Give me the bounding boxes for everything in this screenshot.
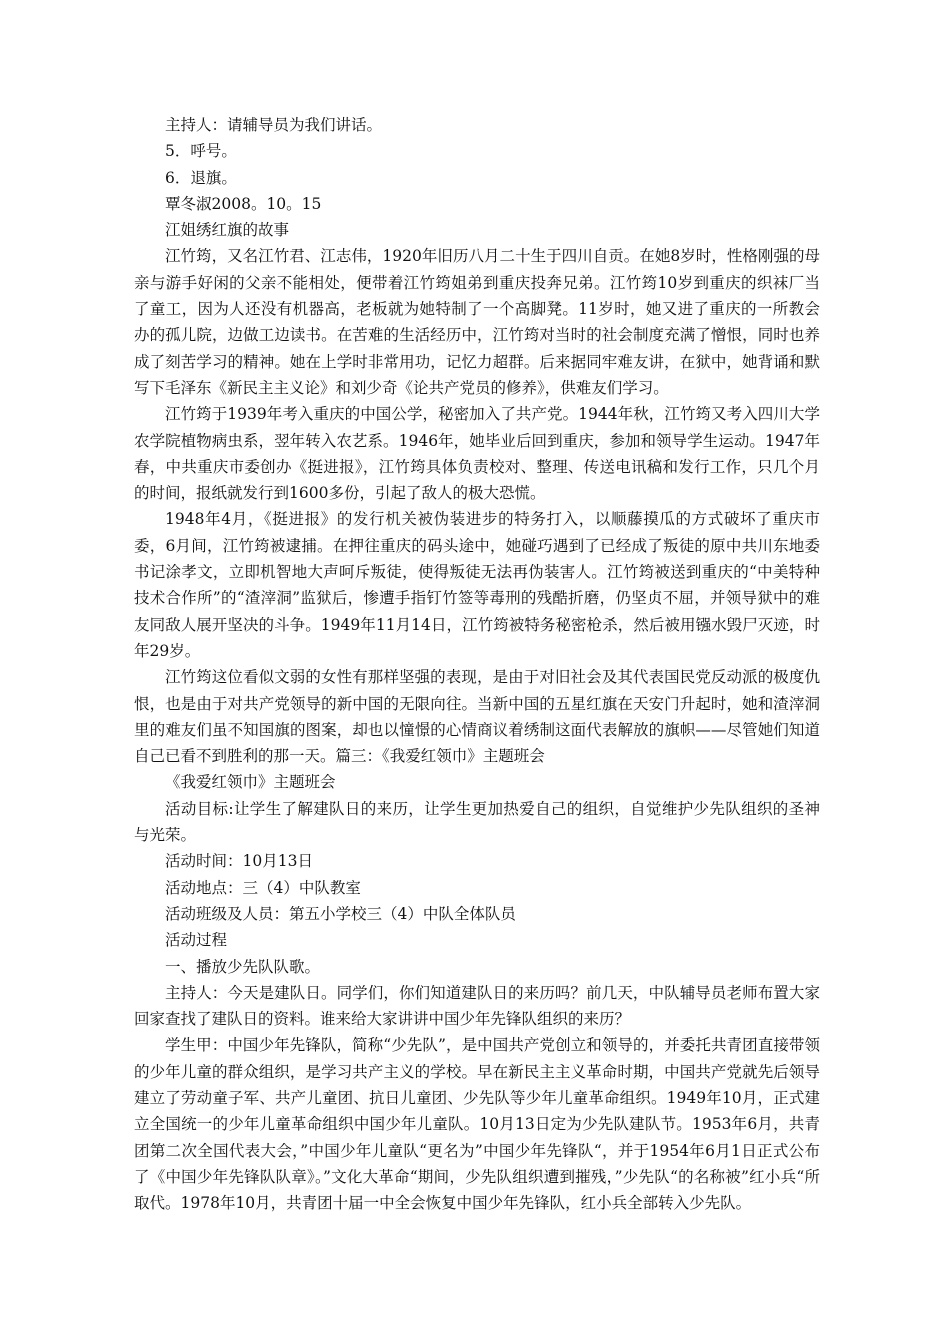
section-title: 《我爱红领巾》主题班会 bbox=[165, 773, 336, 792]
paragraph: 主持人：今天是建队日。同学们，你们知道建队日的来历吗？前几天，中队辅导员老师布置大家回家查找了建队日的资料。谁来给大家讲讲中国少年先锋队组织的来历？ bbox=[134, 983, 820, 1029]
paragraph: 江竹筠，又名江竹君、江志伟，1920年旧历八月二十生于四川自贡。在她8岁时，性格刚强的母亲与游手好闲的父亲不能相处，便带着江竹筠姐弟到重庆投奔兄弟。江竹筠10岁到重庆的织袜厂当了童工，因为人还没有机器高，老板就为她特制了一个高脚凳。11岁时，她又进了重庆的一所教会办的孤儿院，边做工边读书。在苦难的生活经历中，江竹筠对当时的社会制度充满了憎恨，同时也养成了刻苦学习的精神。她在上学时非常用功，记忆力超群。后来据同牢难友讲，在狱中，她背诵和默写下毛泽东《新民主主义论》和刘少奇《论共产党员的修养》，供难友们学习。 bbox=[134, 247, 820, 397]
paragraph: 覃冬淑2008。10。15 bbox=[165, 194, 322, 213]
paragraph: 江竹筠这位看似文弱的女性有那样坚强的表现，是由于对旧社会及其代表国民党反动派的极度仇恨，也是由于对共产党领导的新中国的无限向往。当新中国的五星红旗在天安门升起时，她和渣滓洞里的难友们虽不知国旗的图案，却也以憧憬的心情商议着绣制这面代表解放的旗帜——尽管她们知道自己已看不到胜利的那一天。篇三：《我爱红领巾》主题班会 bbox=[134, 668, 820, 766]
document-body bbox=[134, 112, 820, 1216]
story-title: 江姐绣红旗的故事 bbox=[165, 221, 290, 240]
paragraph: 活动地点：三（4）中队教室 bbox=[165, 878, 361, 897]
paragraph: 活动过程 bbox=[165, 931, 228, 950]
paragraph: 学生甲：中国少年先锋队，简称“少先队”，是中国共产党创立和领导的，并委托共青团直接带领的少年儿童的群众组织，是学习共产主义的学校。早在新民主主义革命时期，中国共产党就先后领导建立了劳动童子军、共产儿童团、抗日儿童团、少先队等少年儿童革命组织。1949年10月，正式建立全国统一的少年儿童革命组织中国少年儿童队。10月13日定为少先队建队节。1953年6月，共青团第二次全国代表大会，”中国少年儿童队“更名为”中国少年先锋队“，并于1954年6月1日正式公布了《中国少年先锋队队章》。”文化大革命“期间，少先队组织遭到摧残，”少先队“的名称被”红小兵“所取代。1978年10月，共青团十届一中全会恢复中国少年先锋队，红小兵全部转入少先队。 bbox=[134, 1036, 820, 1213]
paragraph: 主持人：请辅导员为我们讲话。 bbox=[165, 116, 383, 134]
paragraph: 江竹筠于1939年考入重庆的中国公学，秘密加入了共产党。1944年秋，江竹筠又考入四川大学农学院植物病虫系，翌年转入农艺系。1946年，她毕业后回到重庆，参加和领导学生运动。1947年春，中共重庆市委创办《挺进报》，江竹筠具体负责校对、整理、传送电讯稿和发行工作，只几个月的时间，报纸就发行到1600多份，引起了敌人的极大恐慌。 bbox=[134, 405, 820, 503]
paragraph: 活动班级及人员：第五小学校三（4）中队全体队员 bbox=[165, 904, 516, 923]
paragraph: 活动目标:让学生了解建队日的来历，让学生更加热爱自己的组织，自觉维护少先队组织的圣神与光荣。 bbox=[134, 799, 820, 845]
paragraph: 活动时间：10月13日 bbox=[165, 852, 313, 871]
paragraph: 一、播放少先队队歌。 bbox=[165, 957, 321, 976]
paragraph: 1948年4月，《挺进报》的发行机关被伪装进步的特务打入，以顺藤摸瓜的方式破坏了重庆市委，6月间，江竹筠被逮捕。在押往重庆的码头途中，她碰巧遇到了已经成了叛徒的原中共川东地委书记涂孝文，立即机智地大声呵斥叛徒，使得叛徒无法再伪装害人。江竹筠被送到重庆的“中美特种技术合作所”的“渣滓洞”监狱后，惨遭手指钉竹签等毒刑的残酷折磨，仍坚贞不屈，并领导狱中的难友同敌人展开坚决的斗争。1949年11月14日，江竹筠被特务秘密枪杀，然后被用镪水毁尸灭迹，时年29岁。 bbox=[134, 510, 820, 660]
paragraph: 6．退旗。 bbox=[165, 168, 237, 187]
paragraph: 5．呼号。 bbox=[165, 142, 237, 161]
